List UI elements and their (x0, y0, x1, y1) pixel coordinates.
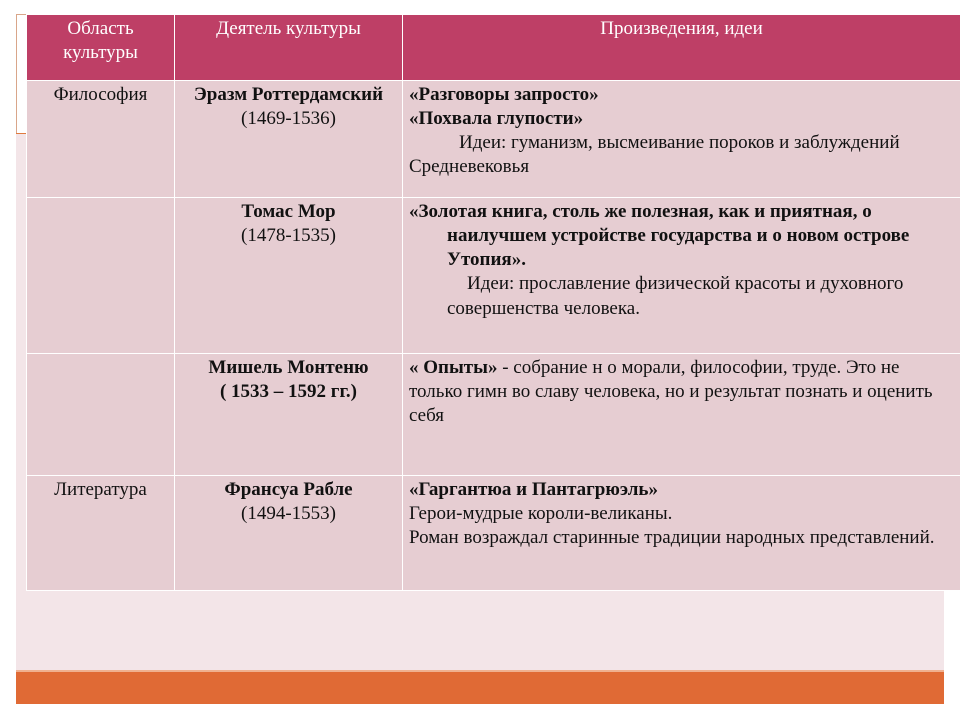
bottom-bar (16, 670, 944, 704)
works-cell (403, 354, 960, 476)
table-row (27, 81, 960, 198)
header-row (27, 15, 960, 81)
ideas-text: Идеи: гуманизм, высмеивание пороков и заблуждений Средневековья (409, 132, 900, 178)
header-works: Произведения, идеи (403, 15, 960, 81)
table-row (27, 198, 960, 354)
ideas-text: Идеи: прославление физической красоты и духовного совершенства человека. (447, 273, 904, 319)
work-title: «Похвала глупости» (409, 108, 584, 130)
culture-table (26, 14, 960, 591)
table-row (27, 476, 960, 591)
person-years: ( 1533 – 1592 гг.) (219, 381, 358, 403)
header-area: Область культуры (27, 15, 175, 81)
work-title: «Гаргантюа и Пантагрюэль» (409, 479, 658, 500)
person-name: Мишель Монтеню (208, 357, 369, 378)
person-name: Франсуа Рабле (224, 479, 353, 500)
person-cell (175, 354, 403, 476)
area-cell: Литература (27, 476, 175, 591)
work-line: Герои-мудрые короли-великаны. (409, 503, 673, 525)
person-cell (175, 476, 403, 591)
works-cell (403, 476, 960, 591)
area-cell: Философия (27, 81, 175, 198)
table-row (27, 354, 960, 476)
works-cell (403, 81, 960, 198)
work-line: Роман возраждал старинные традиции народных представлений. (409, 527, 935, 549)
work-title: «Золотая книга, столь же полезная, как и приятная, о наилучшем устройстве государства и о новом острове Утопия». (409, 201, 910, 271)
person-years: (1494-1553) (241, 503, 336, 525)
work-title: «Разговоры запросто» (409, 84, 599, 105)
person-years: (1469-1536) (241, 108, 336, 130)
works-cell (403, 198, 960, 354)
person-cell (175, 198, 403, 354)
person-cell (175, 81, 403, 198)
header-person: Деятель культуры (175, 15, 403, 81)
person-name: Томас Мор (241, 201, 336, 222)
work-description: - собрание н о морали, философии, труде. Это не только гимн во славу человека, но и результат познать и оценить себя (409, 357, 933, 427)
person-years: (1478-1535) (241, 225, 336, 247)
person-name: Эразм Роттердамский (193, 84, 384, 105)
work-title: « Опыты» (409, 357, 498, 378)
area-cell (27, 198, 175, 354)
area-cell (27, 354, 175, 476)
